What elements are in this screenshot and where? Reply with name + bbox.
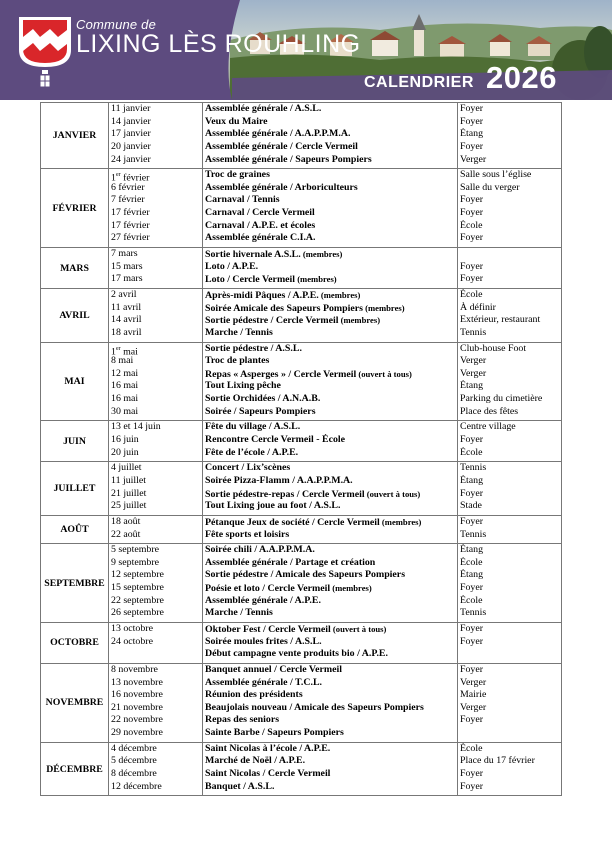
event-title: Marché de Noël / A.P.E. — [205, 755, 306, 767]
event-title: Sortie hivernale A.S.L. — [205, 249, 301, 261]
event-title-line — [205, 116, 457, 129]
event-title: Marche / Tennis — [205, 607, 273, 619]
event-note: (membres) — [295, 274, 337, 285]
event-date: 14 janvier — [111, 115, 151, 127]
dates-cell — [109, 248, 203, 289]
event-date: 20 janvier — [111, 140, 151, 152]
month-row — [41, 421, 562, 462]
month-name: FÉVRIER — [41, 169, 109, 248]
event-date: 18 août — [111, 515, 141, 527]
event-title: Carnaval / Tennis — [205, 194, 280, 206]
date-ordinal: er — [115, 345, 121, 352]
event-date: 27 février — [111, 232, 150, 244]
month-name: MAI — [41, 342, 109, 421]
event-title-line — [205, 380, 457, 393]
event-place: Verger — [460, 367, 487, 379]
date-month: février — [120, 172, 150, 182]
event-note: (ouvert à tous) — [356, 368, 412, 379]
event-date: 2 avril — [111, 288, 137, 300]
event-title: Troc de graines — [205, 169, 270, 181]
event-note: (membres) — [300, 249, 343, 260]
event-place: Centre village — [460, 421, 516, 433]
event-title: Loto / Cercle Vermeil — [205, 274, 296, 286]
dates-cell — [109, 421, 203, 462]
month-row — [41, 663, 562, 742]
event-title: Fête sports et loisirs — [205, 528, 290, 540]
event-title-line — [205, 421, 457, 434]
event-title-line — [205, 289, 457, 302]
event-title: Assemblée générale / Sapeurs Pompiers — [205, 153, 372, 165]
event-date: 17 février — [111, 219, 150, 231]
event-date: 7 mars — [111, 248, 138, 260]
event-title: Beaujolais nouveau / Amicale des Sapeurs Pompiers — [205, 701, 424, 713]
event-title-line — [205, 141, 457, 154]
event-title: Concert / Lix’scènes — [205, 462, 291, 474]
month-name: OCTOBRE — [41, 622, 109, 663]
places-cell — [458, 622, 562, 663]
event-title: Repas des seniors — [205, 714, 280, 726]
event-place: Tennis — [460, 528, 487, 540]
event-date: 4 décembre — [111, 742, 157, 754]
events-cell — [203, 248, 458, 289]
event-place: Stade — [460, 500, 482, 512]
places-cell — [458, 342, 562, 421]
event-place: Extérieur, restaurant — [460, 314, 541, 326]
event-title: Repas « Asperges » / Cercle Vermeil — [205, 368, 357, 380]
event-title-line — [205, 689, 457, 702]
events-calendar-table — [40, 102, 562, 796]
event-date: 21 novembre — [111, 701, 163, 713]
crest-logo — [18, 16, 72, 68]
event-place: Foyer — [460, 273, 484, 285]
month-row — [41, 103, 562, 169]
event-place: Place des fêtes — [460, 405, 519, 417]
event-title-line — [205, 103, 457, 116]
event-title: Assemblée générale C.I.A. — [205, 232, 316, 244]
event-date: 14 avril — [111, 314, 142, 326]
event-title-line — [205, 343, 457, 356]
event-date: 12 mai — [111, 367, 139, 379]
event-place: Foyer — [460, 635, 484, 647]
event-date: 11 juillet — [111, 474, 147, 486]
event-title: Saint Nicolas à l’école / A.P.E. — [205, 742, 331, 754]
event-title-line — [205, 314, 457, 327]
event-place: Foyer — [460, 622, 484, 634]
event-date — [111, 648, 202, 661]
event-date: 20 juin — [111, 446, 139, 458]
event-date: 8 décembre — [111, 768, 157, 780]
event-title-line — [205, 677, 457, 690]
event-place: Club-house Foot — [460, 342, 527, 354]
places-cell — [458, 515, 562, 543]
event-title: Sortie Orchidées / A.N.A.B. — [205, 393, 321, 405]
event-place: Étang — [460, 544, 484, 556]
event-title-line — [205, 516, 457, 529]
event-place: Foyer — [460, 515, 484, 527]
month-name: NOVEMBRE — [41, 663, 109, 742]
commune-label: Commune de — [76, 17, 157, 32]
event-place: Mairie — [460, 689, 487, 701]
event-place: Place du 17 février — [460, 755, 535, 767]
event-date: 22 août — [111, 528, 141, 540]
event-place: École — [460, 594, 483, 606]
event-title: Assemblée générale / T.C.L. — [205, 676, 323, 688]
events-cell — [203, 663, 458, 742]
event-title: Soirée Pizza-Flamm / A.A.P.P.M.A. — [205, 474, 353, 486]
event-title-line — [205, 220, 457, 233]
event-place: Foyer — [460, 232, 484, 244]
event-title-line — [205, 248, 457, 261]
event-place: Tennis — [460, 326, 487, 338]
places-cell — [458, 462, 562, 516]
event-place: Foyer — [460, 260, 484, 272]
event-title: Pétanque Jeux de société / Cercle Vermeil — [205, 516, 380, 528]
event-title-line — [205, 327, 457, 340]
event-title: Sortie pédestre / A.S.L. — [205, 342, 302, 354]
dates-cell — [109, 462, 203, 516]
events-cell — [203, 103, 458, 169]
event-title-line — [205, 182, 457, 195]
event-title: Début campagne vente produits bio / A.P.E. — [205, 648, 388, 660]
event-place: Foyer — [460, 780, 484, 792]
event-title-line — [205, 434, 457, 447]
event-place: Étang — [460, 128, 484, 140]
event-title-line — [205, 529, 457, 542]
event-place — [460, 248, 561, 261]
event-date: 7 février — [111, 194, 145, 206]
event-place: Tennis — [460, 607, 487, 619]
event-title: Soirée Amicale des Sapeurs Pompiers — [205, 302, 363, 314]
month-row — [41, 248, 562, 289]
dates-cell — [109, 169, 203, 248]
event-date: 9 septembre — [111, 556, 159, 568]
month-row — [41, 169, 562, 248]
crest-pendant-icon — [39, 70, 51, 90]
events-cell — [203, 544, 458, 623]
event-place: Foyer — [460, 103, 484, 114]
events-cell — [203, 288, 458, 342]
event-place: Foyer — [460, 714, 484, 726]
events-cell — [203, 169, 458, 248]
event-title-line — [205, 207, 457, 220]
events-cell — [203, 742, 458, 796]
month-row — [41, 742, 562, 796]
event-title: Réunion des présidents — [205, 689, 303, 701]
event-title: Assemblée générale / Arboriculteurs — [205, 181, 358, 193]
event-title: Sainte Barbe / Sapeurs Pompiers — [205, 727, 344, 739]
events-cell — [203, 622, 458, 663]
event-date: 15 mars — [111, 260, 143, 272]
events-cell — [203, 342, 458, 421]
event-date: 26 septembre — [111, 607, 164, 619]
event-title: Soirée chili / A.A.P.P.M.A. — [205, 544, 315, 556]
event-place: Verger — [460, 676, 487, 688]
event-title-line — [205, 664, 457, 677]
event-date: 16 mai — [111, 393, 139, 405]
event-title: Banquet annuel / Cercle Vermeil — [205, 663, 342, 675]
event-title-line — [205, 261, 457, 274]
event-place: Foyer — [460, 115, 484, 127]
event-note: (membres) — [338, 315, 381, 326]
event-title: Soirée / Sapeurs Pompiers — [205, 405, 316, 417]
event-title: Oktober Fest / Cercle Vermeil — [205, 623, 331, 635]
event-date: 18 avril — [111, 326, 142, 338]
event-title-line — [205, 393, 457, 406]
event-place: École — [460, 288, 483, 300]
places-cell — [458, 169, 562, 248]
event-date: 8 novembre — [111, 663, 158, 675]
event-note: (membres) — [379, 516, 422, 527]
event-title: Marche / Tennis — [205, 326, 273, 338]
event-place: École — [460, 446, 483, 458]
month-name: JANVIER — [41, 103, 109, 169]
event-title-line — [205, 768, 457, 781]
event-title-line — [205, 582, 457, 595]
commune-title — [76, 18, 361, 58]
event-date: 16 mai — [111, 380, 139, 392]
event-title-line — [205, 500, 457, 513]
event-title-line — [205, 355, 457, 368]
month-name: JUILLET — [41, 462, 109, 516]
event-place: Foyer — [460, 207, 484, 219]
event-place: Foyer — [460, 194, 484, 206]
event-title-line — [205, 623, 457, 636]
event-title: Fête de l’école / A.P.E. — [205, 446, 299, 458]
places-cell — [458, 544, 562, 623]
event-place: École — [460, 219, 483, 231]
event-note: (membres) — [362, 302, 405, 313]
event-date: 16 novembre — [111, 689, 163, 701]
event-title: Tout Lixing pêche — [205, 380, 281, 392]
event-date: 24 janvier — [111, 153, 151, 165]
event-title-line — [205, 648, 457, 661]
event-date: 4 juillet — [111, 462, 142, 474]
event-title: Poésie et loto / Cercle Vermeil — [205, 583, 331, 595]
event-note: (ouvert à tous) — [330, 623, 387, 634]
event-title: Saint Nicolas / Cercle Vermeil — [205, 768, 331, 780]
dates-cell — [109, 342, 203, 421]
event-place: Foyer — [460, 768, 484, 780]
event-title: Veux du Maire — [205, 115, 268, 127]
month-name: AOÛT — [41, 515, 109, 543]
month-name: SEPTEMBRE — [41, 544, 109, 623]
event-title-line — [205, 544, 457, 557]
dates-cell — [109, 663, 203, 742]
places-cell — [458, 663, 562, 742]
places-cell — [458, 742, 562, 796]
places-cell — [458, 248, 562, 289]
event-title: Sortie pédestre / Amicale des Sapeurs Pompiers — [205, 569, 406, 581]
event-title-line — [205, 607, 457, 620]
month-row — [41, 544, 562, 623]
event-title: Assemblée générale / Cercle Vermeil — [205, 140, 358, 152]
places-cell — [458, 103, 562, 169]
event-date: 5 septembre — [111, 544, 159, 556]
event-title: Carnaval / A.P.E. et écoles — [205, 219, 316, 231]
places-cell — [458, 421, 562, 462]
event-date: 5 décembre — [111, 755, 157, 767]
event-date: 17 mars — [111, 273, 143, 285]
date-ordinal: er — [115, 172, 121, 179]
dates-cell — [109, 544, 203, 623]
event-date: 17 février — [111, 207, 150, 219]
event-title: Assemblée générale / Partage et création — [205, 556, 376, 568]
event-title-line — [205, 636, 457, 649]
calendar-label: CALENDRIER — [364, 74, 474, 91]
event-place: Parking du cimetière — [460, 393, 543, 405]
event-place: Étang — [460, 569, 484, 581]
event-date — [111, 169, 202, 182]
event-title: Banquet / A.S.L. — [205, 780, 275, 792]
event-date: 16 juin — [111, 434, 139, 446]
event-title-line — [205, 488, 457, 501]
event-title-line — [205, 169, 457, 182]
event-place: Foyer — [460, 434, 484, 446]
month-name: AVRIL — [41, 288, 109, 342]
event-title: Assemblée générale / A.S.L. — [205, 103, 322, 114]
event-title: Fête du village / A.S.L. — [205, 421, 301, 433]
month-row — [41, 342, 562, 421]
event-title-line — [205, 462, 457, 475]
event-title-line — [205, 154, 457, 167]
event-title: Sortie pédestre-repas / Cercle Vermeil — [205, 488, 365, 500]
month-row — [41, 515, 562, 543]
month-name: DÉCEMBRE — [41, 742, 109, 796]
event-place — [460, 648, 561, 661]
event-place: À définir — [460, 301, 496, 313]
event-date: 22 novembre — [111, 714, 163, 726]
dates-cell — [109, 288, 203, 342]
event-title-line — [205, 302, 457, 315]
event-title-line — [205, 128, 457, 141]
event-place: Étang — [460, 380, 484, 392]
event-title-line — [205, 743, 457, 756]
event-date: 25 juillet — [111, 500, 147, 512]
event-date: 29 novembre — [111, 727, 163, 739]
event-title-line — [205, 702, 457, 715]
date-month: mai — [120, 345, 138, 356]
event-place: École — [460, 742, 483, 754]
places-cell — [458, 288, 562, 342]
dates-cell — [109, 742, 203, 796]
event-date: 13 novembre — [111, 676, 163, 688]
event-title: Loto / A.P.E. — [205, 260, 259, 272]
event-title-line — [205, 595, 457, 608]
event-date: 12 septembre — [111, 569, 164, 581]
month-name: MARS — [41, 248, 109, 289]
event-date: 11 avril — [111, 301, 142, 313]
event-date — [111, 343, 202, 356]
event-title-line — [205, 447, 457, 460]
events-cell — [203, 421, 458, 462]
event-title: Rencontre Cercle Vermeil - École — [205, 434, 346, 446]
event-title: Sortie pédestre / Cercle Vermeil — [205, 315, 339, 327]
month-row — [41, 622, 562, 663]
event-date: 17 janvier — [111, 128, 151, 140]
event-place: Salle sous l’église — [460, 169, 532, 181]
month-name: JUIN — [41, 421, 109, 462]
event-date: 22 septembre — [111, 594, 164, 606]
event-title: Troc de plantes — [205, 355, 270, 367]
event-place: Foyer — [460, 663, 484, 675]
event-title-line — [205, 781, 457, 794]
event-title-line — [205, 557, 457, 570]
event-date: 13 et 14 juin — [111, 421, 161, 433]
event-date: 6 février — [111, 181, 145, 193]
date-day: 1 — [111, 172, 116, 182]
event-date: 11 janvier — [111, 103, 151, 114]
event-title: Assemblée générale / A.A.P.P.M.A. — [205, 128, 351, 140]
event-note: (membres) — [330, 583, 372, 594]
calendar-year: 2026 — [486, 60, 557, 95]
event-title: Tout Lixing joue au foot / A.S.L. — [205, 500, 341, 512]
event-title-line — [205, 714, 457, 727]
commune-name: LIXING LÈS ROUHLING — [76, 30, 361, 58]
event-note: (ouvert à tous) — [364, 488, 421, 499]
event-date: 21 juillet — [111, 487, 147, 499]
dates-cell — [109, 622, 203, 663]
event-place: Étang — [460, 474, 484, 486]
event-place: Foyer — [460, 582, 484, 594]
event-title-line — [205, 569, 457, 582]
event-place: Verger — [460, 701, 487, 713]
event-date: 12 décembre — [111, 780, 162, 792]
event-place — [460, 727, 561, 740]
event-title-line — [205, 232, 457, 245]
events-cell — [203, 515, 458, 543]
event-place: Verger — [460, 153, 487, 165]
event-title-line — [205, 755, 457, 768]
event-title: Assemblée générale / A.P.E. — [205, 594, 321, 606]
dates-cell — [109, 103, 203, 169]
month-row — [41, 288, 562, 342]
event-date: 13 octobre — [111, 622, 153, 634]
event-title-line — [205, 273, 457, 286]
month-row — [41, 462, 562, 516]
event-place: Foyer — [460, 140, 484, 152]
event-date: 15 septembre — [111, 582, 164, 594]
events-cell — [203, 462, 458, 516]
event-title-line — [205, 194, 457, 207]
event-title-line — [205, 475, 457, 488]
event-place: Salle du verger — [460, 181, 520, 193]
event-title: Carnaval / Cercle Vermeil — [205, 207, 315, 219]
dates-cell — [109, 515, 203, 543]
event-date: 24 octobre — [111, 635, 153, 647]
event-place: Tennis — [460, 462, 487, 474]
event-title-line — [205, 368, 457, 381]
event-title: Soirée moules frites / A.S.L. — [205, 635, 322, 647]
event-date: 30 mai — [111, 405, 139, 417]
event-place: Verger — [460, 355, 487, 367]
event-note: (membres) — [318, 289, 361, 300]
date-day: 1 — [111, 345, 116, 356]
event-title-line — [205, 727, 457, 740]
header-banner — [0, 0, 612, 100]
event-title: Après-midi Pâques / A.P.E. — [205, 289, 319, 301]
event-date: 8 mai — [111, 355, 134, 367]
event-place: École — [460, 556, 483, 568]
event-place: Foyer — [460, 487, 484, 499]
event-title-line — [205, 406, 457, 419]
